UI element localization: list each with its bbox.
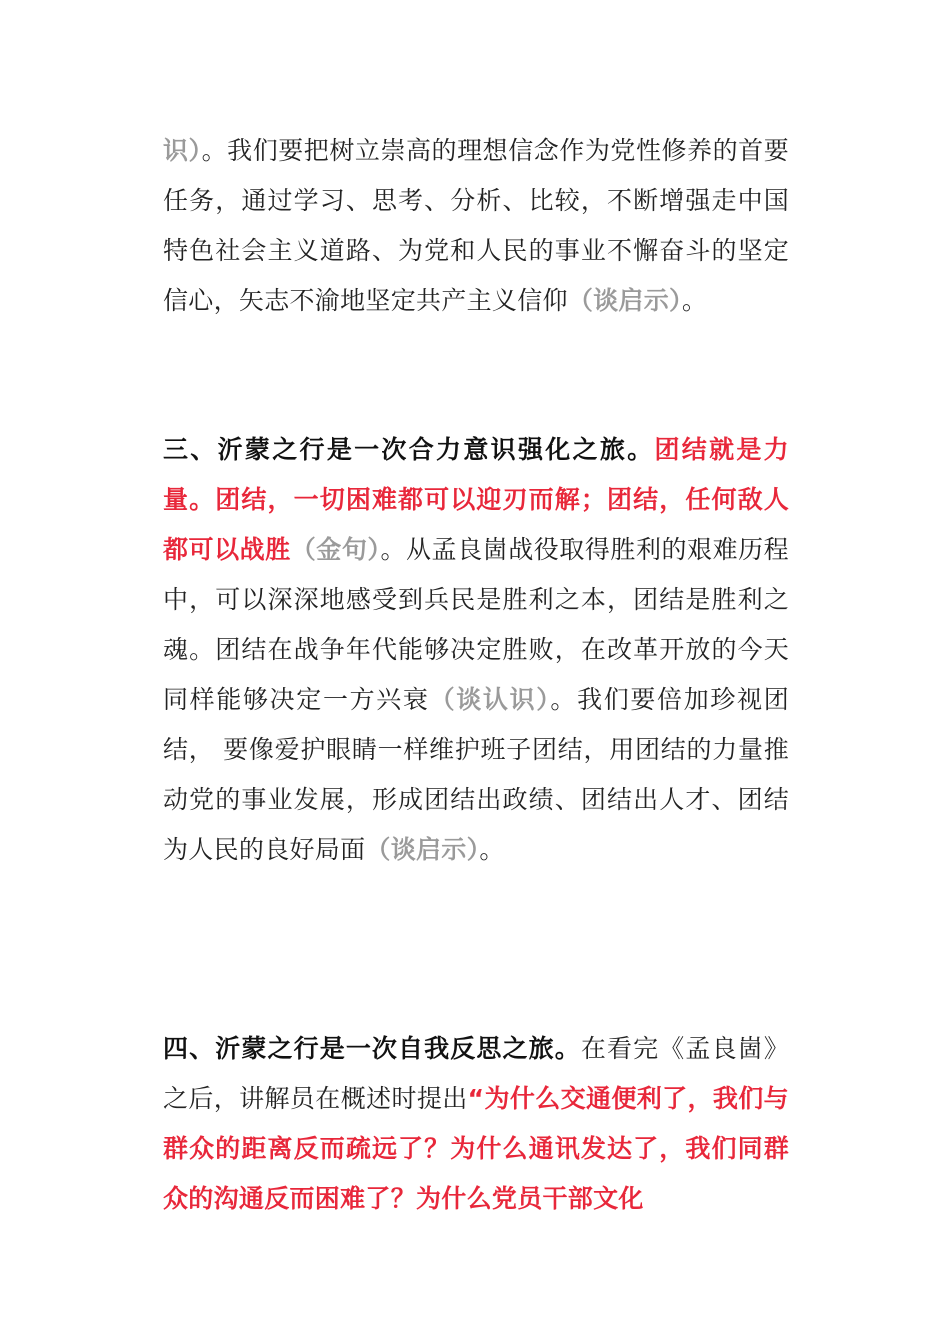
highlight-quote: “为什么交通便利了，我们与群众的距离反而疏远了？为什么通讯发达了，我们同群众的沟通反而困难了？为什么党员干部文化 bbox=[163, 1084, 789, 1213]
body-text: 。 bbox=[479, 835, 505, 864]
annotation-tag: （金句） bbox=[290, 535, 381, 564]
annotation-tag: 识） bbox=[163, 136, 202, 165]
paragraph-3 bbox=[163, 1024, 789, 1224]
body-text: 在看完《孟良崮》之后，讲解员在概述时提出 bbox=[163, 1034, 789, 1113]
paragraph-2 bbox=[163, 425, 789, 875]
annotation-tag: （谈启示） bbox=[365, 835, 480, 864]
section-heading: 四、沂蒙之行是一次自我反思之旅。 bbox=[163, 1034, 581, 1063]
paragraph-1 bbox=[163, 126, 789, 326]
highlight-quote: 团结就是力量。团结，一切困难都可以迎刃而解；团结，任何敌人都可以战胜 bbox=[163, 435, 789, 564]
body-text: 。 bbox=[681, 286, 708, 315]
body-text: 。我们要倍加珍视团结， 要像爱护眼睛一样维护班子团结，用团结的力量推动党的事业发展，形成团结出政绩、团结出人才、团结为人民的良好局面 bbox=[163, 685, 789, 864]
section-heading: 三、沂蒙之行是一次合力意识强化之旅。 bbox=[163, 435, 655, 464]
body-text: 。从孟良崮战役取得胜利的艰难历程中，可以深深地感受到兵民是胜利之本，团结是胜利之魂。团结在战争年代能够决定胜败，在改革开放的今天同样能够决定一方兴衰 bbox=[163, 535, 789, 714]
annotation-tag: （谈认识） bbox=[429, 685, 551, 714]
annotation-tag: （谈启示） bbox=[567, 286, 682, 315]
body-text: 。我们要把树立崇高的理想信念作为党性修养的首要任务，通过学习、思考、分析、比较，不断增强走中国特色社会主义道路、为党和人民的事业不懈奋斗的坚定信心，矢志不渝地坚定共产主义信仰 bbox=[163, 136, 789, 315]
